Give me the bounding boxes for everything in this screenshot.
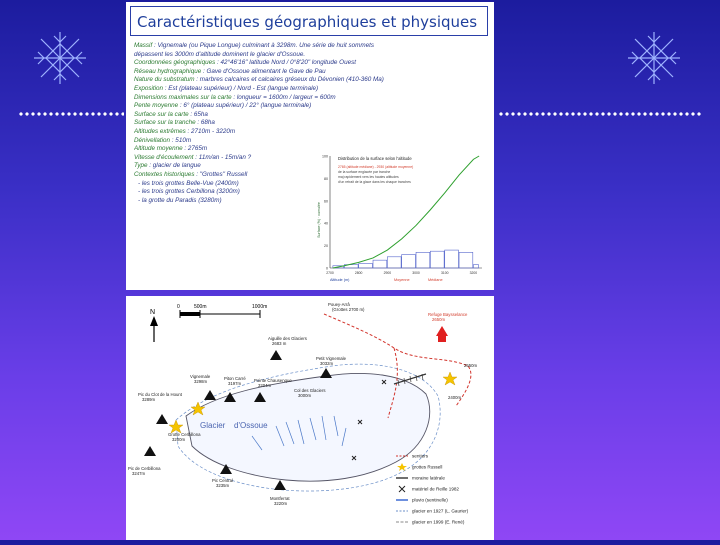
characteristic-value: : 65ha — [188, 110, 208, 118]
chart-title: Distribution de la surface selon l'altitude — [338, 156, 412, 161]
map-point-altitude: 3235m — [216, 483, 230, 488]
characteristic-label: Dénivellation — [134, 136, 171, 144]
characteristic-label: Réseau hydrographique — [134, 67, 202, 75]
glacier-map-panel — [126, 296, 494, 540]
dotted-separator — [18, 111, 124, 117]
glacier-label-2: d'Ossoue — [234, 421, 268, 430]
x-axis-label: Altitude (m) — [330, 278, 350, 282]
characteristic-value: : "Grottes" Russell — [194, 170, 248, 178]
chart-annotation: 2765 (altitude médiane) - 2930 (altitude moyenne) — [338, 165, 414, 169]
x-tick-label: 2900 — [383, 271, 392, 275]
legend-label: glacier en 1927 (L. Gaurier) — [412, 508, 469, 514]
characteristic-label: Altitude moyenne — [134, 145, 183, 153]
characteristic-label: Surface sur la tranche — [134, 119, 196, 127]
legend-label: sentiers — [412, 453, 429, 459]
characteristic-value: : 2765m — [182, 145, 208, 153]
y-tick-label: 20 — [324, 244, 328, 249]
map-point-name: Montferrat — [270, 496, 290, 501]
characteristic-item — [134, 137, 490, 146]
map-point-altitude: (Grottes 2700 m) — [332, 307, 365, 312]
characteristic-value: : 11m/an - 15m/an ? — [193, 153, 252, 161]
characteristic-value: - les trois grottes Belle-Vue (2400m) — [138, 179, 239, 187]
legend-mediane: Médiane — [428, 278, 443, 282]
y-tick-label: 0 — [326, 266, 328, 271]
scale-label-1000: 1000m — [252, 304, 268, 310]
map-point-altitude: 2550m — [464, 363, 478, 368]
map-point-altitude: 3220m — [274, 501, 288, 506]
chart-annotation: de la surface englacée par tranche — [338, 170, 391, 174]
map-point-altitude: 2683 m — [272, 341, 287, 346]
star-icon — [443, 372, 457, 385]
characteristic-value: - les trois grottes Cerbillona (3200m) — [138, 188, 240, 196]
characteristic-value: : 510m — [170, 136, 192, 144]
peak-icon — [274, 480, 286, 490]
characteristic-label: Type — [134, 162, 148, 170]
characteristic-label: Surface sur la carte — [134, 110, 189, 118]
y-tick-label: 60 — [324, 199, 328, 204]
snowflake-icon — [30, 28, 90, 88]
y-tick-label: 40 — [324, 221, 328, 226]
characteristic-item — [134, 102, 490, 111]
map-point-name: Vignemale — [190, 374, 211, 379]
map-point-altitude: 3032m — [320, 361, 334, 366]
legend-label: grottes Russell — [412, 464, 443, 470]
scale-label-500: 500m — [194, 304, 207, 310]
map-point-name: Petit Vignemale — [316, 356, 347, 361]
map-point-altitude: 3200m — [172, 437, 186, 442]
characteristic-value: : marbres calcaires et calcaires gréseux du Dévonien (410-360 Ma) — [194, 76, 384, 84]
characteristic-item — [134, 68, 490, 77]
characteristic-value: : 2710m - 3220m — [185, 127, 236, 135]
north-arrow — [150, 309, 158, 342]
map-point-altitude: 2400m — [448, 395, 462, 400]
peak-icon — [270, 350, 282, 360]
characteristic-label: Altitudes extrêmes — [134, 127, 186, 135]
chart-annotation: d'un retrait de la glace dans les chaque tranches — [338, 180, 411, 184]
map-point-name: Aiguille des Glaciers — [268, 336, 307, 341]
characteristic-value: - la grotte du Paradis (3280m) — [138, 196, 222, 204]
y-axis-label: Surface (%) · cumulée — [317, 202, 321, 238]
characteristic-value: : Vignemale (ou Pique Longue) culminant à 3298m. Une série de huit sommets — [152, 42, 375, 49]
map-point-altitude: 3204m — [258, 383, 272, 388]
characteristic-item — [134, 76, 490, 85]
legend-label: matériel de Reille 1982 — [412, 486, 459, 492]
peak-icon — [156, 414, 168, 424]
characteristic-item — [134, 42, 490, 51]
x-tick-label: 3200 — [469, 271, 478, 275]
characteristic-item — [134, 111, 490, 120]
characteristic-value: : glacier de langue — [147, 162, 201, 170]
peak-icon — [320, 368, 332, 378]
characteristic-label: Vitesse d'écoulement — [134, 153, 194, 161]
y-tick-label: 100 — [322, 154, 328, 159]
characteristic-item — [134, 94, 490, 103]
characteristic-item — [134, 59, 490, 68]
refuge-icon — [436, 326, 448, 336]
glacier-map — [126, 296, 494, 540]
characteristic-label: Dimensions maximales sur la carte — [134, 93, 232, 101]
map-legend — [396, 454, 469, 525]
x-tick-label: 2800 — [354, 271, 363, 275]
characteristic-value: : Gave d'Ossoue alimentant le Gave de Pau — [201, 67, 326, 75]
map-point-altitude: 3197m — [228, 381, 242, 386]
map-point-name: Grotte Cerbillona — [168, 432, 201, 437]
characteristic-value: : 42°46'16" latitude Nord / 0°8'20" longitude Ouest — [215, 59, 356, 67]
characteristic-label: Nature du substratum — [134, 76, 195, 84]
characteristic-value: : longueur = 1600m / largeur = 600m — [231, 93, 336, 101]
map-point-altitude: 2650m — [432, 317, 446, 322]
peak-icon — [204, 390, 216, 400]
y-tick-label: 80 — [324, 176, 328, 181]
snowflake-icon — [624, 28, 684, 88]
map-point-name: Pouey-Arrâ — [328, 302, 350, 307]
legend-label: glacier en 1999 (E. René) — [412, 519, 465, 525]
map-point-name: Pic Central — [212, 478, 234, 483]
altitude-distribution-chart — [314, 150, 488, 288]
legend-moyenne: Moyenne — [394, 278, 410, 282]
peak-icon — [144, 446, 156, 456]
legend-symbol-x — [399, 486, 405, 492]
characteristic-value: : 6° (plateau supérieur) / 22° (langue terminale) — [178, 102, 312, 110]
characteristic-label: Exposition — [134, 84, 164, 92]
map-point-name: Pic de Cerbillona — [128, 466, 161, 471]
north-label: N — [150, 309, 156, 316]
map-point-name: Refuge Baysselance — [428, 312, 468, 317]
scale-label-0: 0 — [177, 304, 180, 310]
characteristic-value: dépassent les 3000m d'altitude dominent le glacier d'Ossoue. — [134, 50, 306, 58]
dotted-separator — [498, 111, 702, 117]
characteristic-label: Contextes historiques — [134, 170, 195, 178]
characteristic-label: Coordonnées géographiques — [134, 59, 216, 67]
legend-label: pluvio (sentinelle) — [412, 497, 448, 503]
map-point-name: Piton Carré — [224, 376, 246, 381]
map-point-altitude: 3247m — [132, 471, 146, 476]
characteristic-item — [134, 51, 490, 60]
map-point-name: Pic du Clot de la Hount — [138, 392, 182, 397]
scale-bar — [177, 304, 267, 318]
map-point-name: Col des Glaciers — [294, 388, 326, 393]
characteristic-value: : 68ha — [195, 119, 215, 127]
chart-annotation: maj rapidement vers les hautes altitudes — [338, 175, 399, 179]
glacier-label-1: Glacier — [200, 421, 226, 430]
characteristic-value: : Est (plateau supérieur) / Nord - Est (langue terminale) — [163, 84, 319, 92]
characteristic-label: Massif — [134, 42, 153, 49]
characteristic-item — [134, 128, 490, 137]
x-tick-label: 3000 — [412, 271, 420, 275]
x-tick-label: 3100 — [440, 271, 449, 275]
slide-title: Caractéristiques géographiques et physiques — [130, 6, 488, 36]
legend-label: moraine latérale — [412, 475, 445, 481]
x-tick-label: 2700 — [326, 271, 334, 275]
map-point-altitude: 3289m — [142, 397, 156, 402]
characteristic-item — [134, 119, 490, 128]
map-point-altitude: 3298m — [194, 379, 208, 384]
characteristics-panel — [126, 2, 494, 290]
map-point-altitude: 3000m — [298, 393, 312, 398]
characteristic-item — [134, 85, 490, 94]
map-point-name: Pointe Chausenque — [254, 378, 292, 383]
characteristic-label: Pente moyenne — [134, 102, 179, 110]
